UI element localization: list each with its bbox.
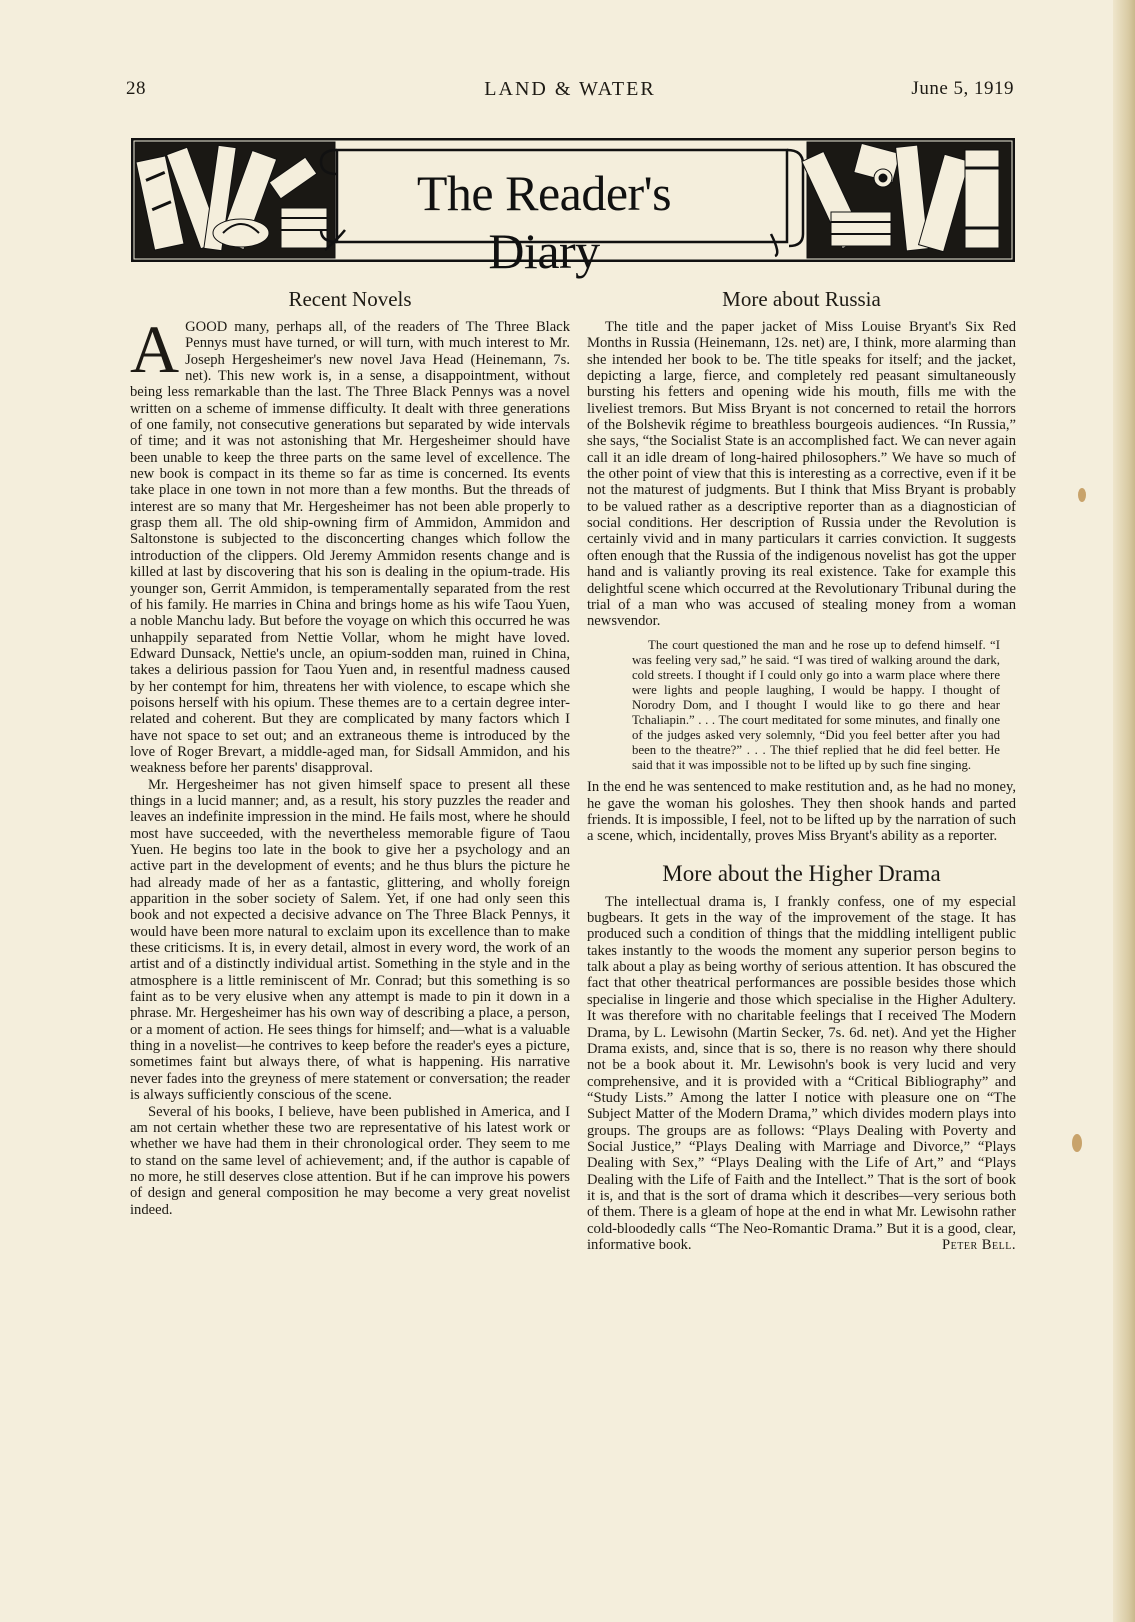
article-paragraph: In the end he was sentenced to make restitution and, as he had no money, he gave the woman his goloshes. They then shook hands and parted friends. It is impossible, I feel, not to be lifted up by the narration of such a scene, which, incidentally, proves Miss Bryant's ability as a reporter. (587, 779, 1016, 845)
section-banner (131, 138, 1015, 279)
books-left-icon (135, 142, 335, 258)
article-paragraph (130, 311, 570, 777)
author-signature: Peter Bell. (942, 1236, 1016, 1253)
right-column (587, 286, 1016, 1253)
paper-stain (1072, 1134, 1082, 1152)
drop-cap: A (130, 311, 180, 387)
page-edge (1113, 0, 1135, 1622)
article-paragraph (587, 894, 1016, 1254)
paper-stain (1078, 488, 1086, 502)
quote-text: The court questioned the man and he rose up to defend himself. “I was feeling very sad,” he said. “I was tired of walking around the dark, cold streets. I thought if I could only go into a warm place where there were lights and people laughing, I would be happy. I thought of Norodry Dom, and I thought I would like to go there and hear Tchaliapin.” . . . The court meditated for some minutes, and finally one of the judges asked very solemnly, “Did you feel better after you had been to the theatre?” . . . The thief replied that he did feel better. He said that it was impossible not to be lifted up by such fine singing. (632, 637, 1000, 773)
block-quote (632, 638, 1000, 774)
running-head (126, 78, 1014, 102)
article-paragraph: Mr. Hergesheimer has not given himself space to present all these things in a lucid manner; and, as a result, his story puzzles the reader and leaves an indefinite impression in the mind. He fails most, where he should most have succeeded, with the nevertheless memorable figure of Taou Yuen. He begins too late in the book to give her a psychology and an active part in the development of events; and he thus blurs the picture he had already made of her as a fantastic, glittering, and wholly foreign apparition in the sober society of Salem. Yet, if one had only seen this book and not expected a decisive advance on The Three Black Pennys, it would have been more natural to exclaim upon its excellence than to make these criticisms. It is, in every detail, almost in every word, the work of an artist and of a distinctly individual artist. Something in the style and in the atmosphere is a little reminiscent of Mr. Conrad; but this something is so faint as to be very elusive when any attempt is made to pin it down in a phrase. Mr. Hergesheimer has his own way of describing a place, a person, or a moment of action. He sees things for himself; and—what is a valuable thing in a novelist—he contrives to keep before the reader's eyes a picture, sometimes faint but always there, of what is happening. His narrative never fades into the greyness of mere statement or conversation; the reader is always sufficiently conscious of the scene. (130, 776, 570, 1104)
heading-higher-drama: More about the Higher Drama (662, 860, 941, 886)
heading-recent-novels: Recent Novels (288, 287, 412, 311)
page-number: 28 (126, 78, 146, 99)
heading-more-about-russia: More about Russia (722, 287, 881, 311)
left-column (130, 286, 570, 1218)
banner-title: The Reader's Diary (416, 165, 672, 279)
article-paragraph: The title and the paper jacket of Miss Louise Bryant's Six Red Months in Russia (Heinemann, 12s. net) are, I think, more alarming than she intended her book to be. The title speaks for itself; and the jacket, depicting a large, fierce, and completely red peasant simultaneously bursting his fetters and opening wide his mouth, fills me with the liveliest tremors. But Miss Bryant is not concerned to retail the horrors of the Bolshevik régime to breathless bourgeois audiences. “In Russia,” she says, “the Socialist State is an accomplished fact. We can never again call it an idle dream of long-haired philosophers.” We have so much of the other point of view that this is interesting as a corrective, even if it be not the maturest of judgments. But I think that Miss Bryant is probably to be valued rather as a descriptive reporter than as a diagnostician of social conditions. Her description of Russia under the Revolution is certainly vivid and in many particulars it carries conviction. It suggests often enough that the Russia of the indigenous novelist has got the upper hand and is valiantly proving its real existence. Take for example this delightful scene which occurred at the Revolutionary Tribunal during the trial of a man who was accused of stealing money from a woman newsvendor. (587, 319, 1016, 630)
issue-date: June 5, 1919 (911, 78, 1014, 99)
masthead: LAND & WATER (484, 78, 656, 100)
books-right-icon (802, 142, 1011, 258)
paragraph-text: GOOD many, perhaps all, of the readers of The Three Black Pennys must have turned, or will turn, with much interest to Mr. Joseph Hergesheimer's new novel Java Head (Heinemann, 7s. net). This new work is, in a sense, a disappointment, without being less remarkable than the last. The Three Black Pennys was a novel written on a scheme of immense difficulty. It dealt with three generations of one family, not consecutive generations but separated by wide intervals of time; and it was not astonishing that Mr. Hergesheimer should have been unable to keep the three parts on the same level of excellence. The new book is compact in its theme so far as time is concerned. Its events take place in one town in not more than a few months. But the threads of interest are so many that Mr. Hergesheimer has not been able properly to grasp them all. The old ship-owning firm of Ammidon, Ammidon and Saltonstone is subjected to the disconcerting changes which follow the introduction of the clippers. Old Jeremy Ammidon resents change and is killed at last by discovering that his son is dealing in the opium-trade. His younger son, Gerrit Ammidon, is temperamentally separated from the rest of his family. He marries in China and brings home as his wife Taou Yuen, a noble Manchu lady. But before the voyage on which this occurred he was unhappily separated from Nettie Vollar, whom he might have loved. Edward Dunsack, Nettie's uncle, an opium-sodden man, ruined in China, takes a delirious passion for Taou Yuen and, in resentful madness caused by her contempt for him, threatens her with violence, to escape which she poisons herself with his opium. These themes are to a certain degree inter-related and coherent. But they are complicated by many factors which I have not space to set out; and an extraneous theme is introduced by the love of Roger Brevart, a middle-aged man, for Sidsall Ammidon, and his weakness before her parents' disapproval. (130, 319, 570, 777)
article-paragraph: Several of his books, I believe, have been published in America, and I am not certain whether these two are representative of his latest work or whether we have had them in their chronological order. They seem to me to stand on the same level of achievement; and, if the author is capable of no more, he still deserves close attention. But if he can improve his powers of design and general composition he may become a very great novelist indeed. (130, 1103, 570, 1218)
paragraph-text: The intellectual drama is, I frankly confess, one of my especial bugbears. It gets in the way of the improvement of the stage. It has produced such a condition of things that the middling intelligent public takes instantly to the woods the moment any superior person begins to talk about a play as being worthy of serious attention. It has obscured the fact that other theatrical performances are possible besides those which specialise in lingerie and those which specialise in the Higher Adultery. It was therefore with no charitable feelings that I received The Modern Drama, by L. Lewisohn (Martin Secker, 7s. 6d. net). And yet the Higher Drama exists, and, since that is so, there is no reason why there should not be a book about it. Mr. Lewisohn's book is very lucid and very comprehensive, and it is provided with a “Critical Bibliography” and “Study Lists.” Among the latter I notice with pleasure one on “The Subject Matter of the Modern Drama,” which divides modern plays into groups. The groups are as follows: “Plays Dealing with Poverty and Social Justice,” “Plays Dealing with Marriage and Divorce,” “Plays Dealing with Sex,” “Plays Dealing with the Life of Art,” and “Plays Dealing with the Life of Faith and the Intellect.” That is the sort of book it is, and that is the sort of drama which it describes—very serious both of them. There is a gleam of hope at the end in what Mr. Lewisohn rather cold-bloodedly calls “The Neo-Romantic Drama.” But it is a good, clear, informative book. (587, 893, 1016, 1253)
